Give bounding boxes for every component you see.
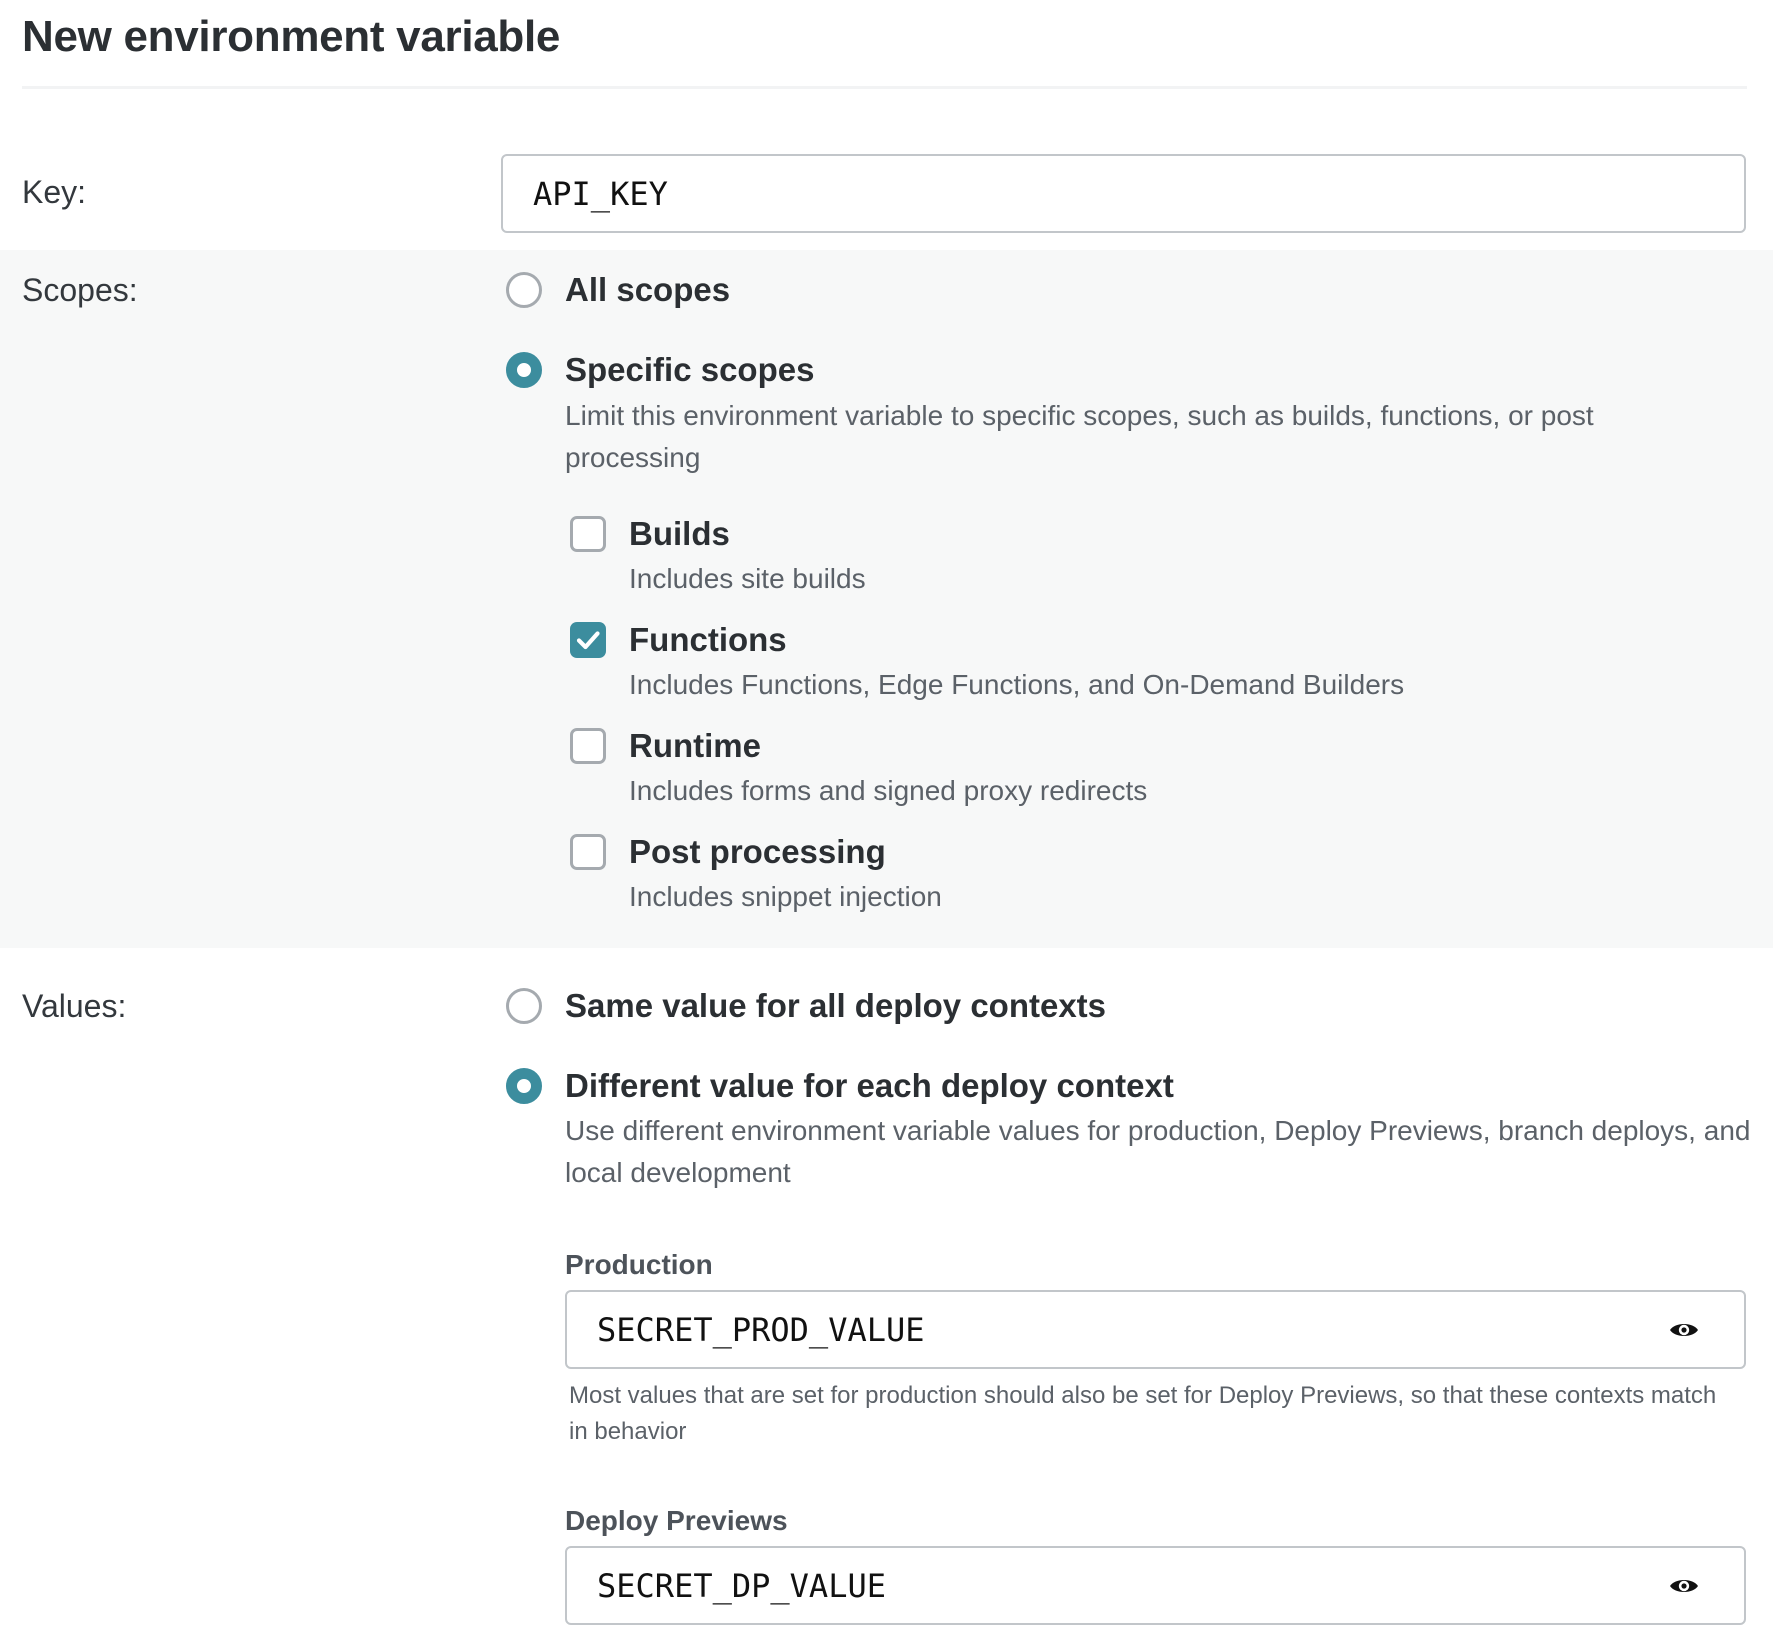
scopes-label: Scopes: [22, 272, 138, 308]
production-value-text: SECRET_PROD_VALUE [597, 1310, 925, 1349]
title-divider [22, 86, 1747, 89]
different-value-description: Use different environment variable values for production, Deploy Previews, branch deploys, and local development [565, 1115, 1751, 1188]
all-scopes-label[interactable]: All scopes [565, 271, 731, 308]
eye-icon[interactable] [1668, 1314, 1700, 1346]
post-processing-description: Includes snippet injection [629, 881, 942, 912]
runtime-description: Includes forms and signed proxy redirects [629, 775, 1148, 806]
checkbox-builds[interactable] [570, 516, 606, 552]
different-value-label[interactable]: Different value for each deploy context [565, 1067, 1174, 1104]
eye-icon[interactable] [1668, 1570, 1700, 1602]
post-processing-label[interactable]: Post processing [629, 833, 886, 870]
builds-description: Includes site builds [629, 563, 866, 594]
production-help-text: Most values that are set for production should also be set for Deploy Previews, so that these contexts match in behavior [569, 1382, 1717, 1445]
production-value-input[interactable] [565, 1290, 1746, 1369]
checkbox-post-processing[interactable] [570, 834, 606, 870]
key-input[interactable] [501, 154, 1746, 233]
functions-description: Includes Functions, Edge Functions, and On-Demand Builders [629, 669, 1405, 700]
checkmark-icon [570, 622, 606, 658]
key-input-value: API_KEY [533, 174, 668, 213]
specific-scopes-description: Limit this environment variable to specific scopes, such as builds, functions, or post processing [565, 400, 1594, 473]
functions-label[interactable]: Functions [629, 621, 787, 658]
key-label: Key: [22, 174, 87, 210]
radio-different-value[interactable] [506, 1068, 542, 1104]
checkbox-runtime[interactable] [570, 728, 606, 764]
radio-same-value[interactable] [506, 988, 542, 1024]
radio-specific-scopes[interactable] [506, 352, 542, 388]
deploy-previews-value-input[interactable] [565, 1546, 1746, 1625]
radio-all-scopes[interactable] [506, 272, 542, 308]
checkbox-functions[interactable] [570, 622, 606, 658]
specific-scopes-label[interactable]: Specific scopes [565, 351, 815, 388]
runtime-label[interactable]: Runtime [629, 727, 761, 764]
scopes-section [0, 250, 1773, 948]
builds-label[interactable]: Builds [629, 515, 730, 552]
deploy-previews-label: Deploy Previews [565, 1505, 788, 1536]
page-title: New environment variable [22, 12, 561, 61]
same-value-label[interactable]: Same value for all deploy contexts [565, 987, 1107, 1024]
values-label: Values: [22, 988, 127, 1024]
deploy-previews-value-text: SECRET_DP_VALUE [597, 1566, 886, 1605]
production-label: Production [565, 1249, 713, 1280]
